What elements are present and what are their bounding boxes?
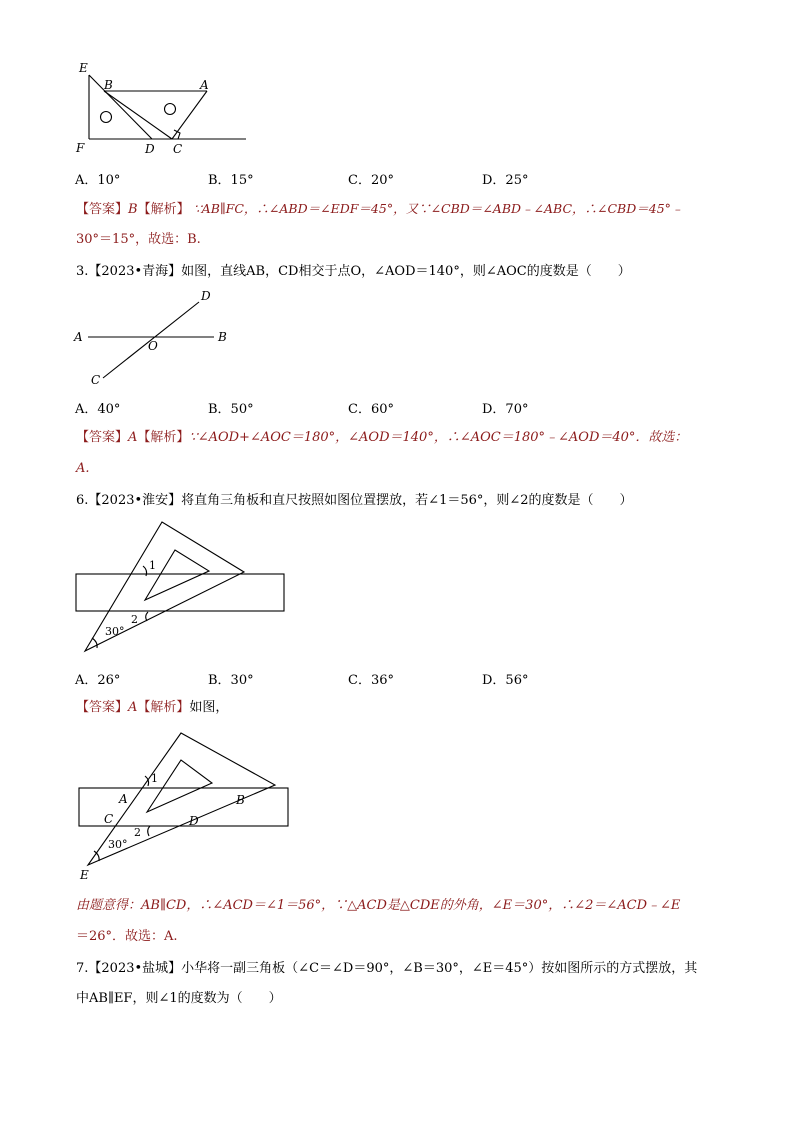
answer-letter: A xyxy=(128,430,138,445)
option-a: A．40° xyxy=(75,402,121,417)
label-D: D xyxy=(189,814,199,828)
option-c: C．20° xyxy=(348,173,394,188)
question-text: 将直角三角板和直尺按照如图位置摆放，若∠1＝56°，则∠2的度数是（ ） xyxy=(181,493,633,508)
analysis-text: ∵∠AOD+∠AOC＝180°，∠AOD＝140°，∴∠AOC＝180°﹣∠AOD＝40°．故选： xyxy=(189,430,688,445)
q6-solution-line2 xyxy=(76,929,178,945)
label-B: B xyxy=(218,330,227,344)
angle-2-label: 2 xyxy=(134,826,141,839)
angle-1-label: 1 xyxy=(151,772,158,785)
label-E: E xyxy=(79,61,88,75)
label-E: E xyxy=(80,868,89,882)
label-A: A xyxy=(119,792,128,806)
question-text: 如图，直线AB，CD相交于点O，∠AOD＝140°，则∠AOC的度数是（ ） xyxy=(181,264,631,279)
solution-text-cont: ＝26°．故选：A. xyxy=(76,929,178,944)
question-number: 7. xyxy=(76,961,89,976)
label-O: O xyxy=(148,339,158,353)
answer-tag: 【答案】 xyxy=(76,430,129,445)
label-A: A xyxy=(74,330,83,344)
answer-letter: A xyxy=(128,700,138,715)
q7-stem-line2 xyxy=(76,991,282,1007)
label-A: A xyxy=(200,78,209,92)
label-B: B xyxy=(236,793,245,807)
answer-letter: B xyxy=(128,202,138,217)
analysis-tag: 【解析】 xyxy=(137,202,190,217)
label-B: B xyxy=(104,78,113,92)
label-C: C xyxy=(104,812,114,826)
option-b: B．50° xyxy=(208,402,254,417)
analysis-text: ∵AB∥FC，∴∠ABD＝∠EDF＝45°，又∵∠CBD＝∠ABD﹣∠ABC，∴∠CBD＝45°﹣ xyxy=(193,201,684,216)
question-source: 【2023•淮安】 xyxy=(88,493,182,508)
option-a: A．26° xyxy=(75,673,121,688)
option-c: C．60° xyxy=(348,402,394,417)
answer-tag: 【答案】 xyxy=(76,202,129,217)
analysis-tag: 【解析】 xyxy=(137,700,190,715)
label-F: F xyxy=(76,141,85,155)
question-text-cont: 中AB∥EF，则∠1的度数为（ ） xyxy=(76,991,282,1006)
analysis-text: 如图， xyxy=(189,700,229,715)
option-d: D．56° xyxy=(482,673,529,688)
analysis-text-cont: A. xyxy=(76,461,90,476)
option-b: B．30° xyxy=(208,673,254,688)
angle-1-label: 1 xyxy=(149,559,156,572)
question-text: 小华将一副三角板（∠C＝∠D＝90°，∠B＝30°，∠E＝45°）按如图所示的方式摆放，其 xyxy=(181,961,698,976)
answer-tag: 【答案】 xyxy=(76,700,129,715)
option-d: D．70° xyxy=(482,402,529,417)
analysis-text-cont: 30°＝15°，故选：B. xyxy=(76,232,201,247)
option-a: A．10° xyxy=(75,173,121,188)
option-c: C．36° xyxy=(348,673,394,688)
question-source: 【2023•青海】 xyxy=(88,264,182,279)
label-D: D xyxy=(201,289,211,303)
angle-2-label: 2 xyxy=(131,613,138,626)
solution-text: 由题意得：AB∥CD，∴∠ACD＝∠1＝56°，∵△ACD是△CDE的外角，∠E＝30°，∴∠2＝∠ACD﹣∠E xyxy=(76,898,681,913)
q7-stem-line1 xyxy=(76,961,697,977)
question-source: 【2023•盐城】 xyxy=(88,961,182,976)
q6-solution-line1 xyxy=(76,898,680,914)
question-number: 3. xyxy=(76,264,89,279)
angle-30-label: 30° xyxy=(108,838,128,851)
option-b: B．15° xyxy=(208,173,254,188)
question-number: 6. xyxy=(76,493,89,508)
label-D: D xyxy=(145,142,155,156)
option-d: D．25° xyxy=(482,173,529,188)
label-C: C xyxy=(173,142,183,156)
label-C: C xyxy=(91,373,101,387)
angle-30-label: 30° xyxy=(105,625,125,638)
analysis-tag: 【解析】 xyxy=(137,430,190,445)
